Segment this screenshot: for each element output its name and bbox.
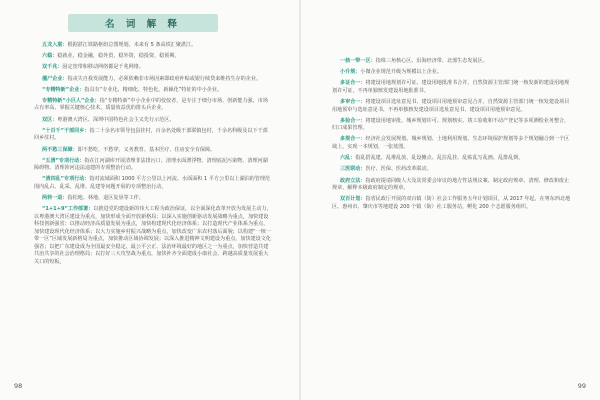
glossary-entry [34,206,272,266]
glossary-term: “专精特新”企业： [42,86,85,93]
glossary-definition: 经济社会发展规划、城乡规划、土地利用规划、生态环境保护规划等多个规划融合到一个区域上，实现一本规划、一张蓝图。 [332,136,570,150]
glossary-entry [34,195,272,203]
glossary-entry [332,69,572,77]
glossary-term: 多审合一： [340,99,366,106]
glossary-term: 政府立法： [340,177,366,184]
glossary-entry [332,166,572,174]
page-number-right: 99 [577,382,586,390]
glossary-entry [34,42,272,50]
glossary-entry [332,99,572,114]
page-number-left: 98 [14,382,23,390]
glossary-term: “清四乱”专项行动： [42,176,90,183]
glossary-definition: 指珠三角核心区、沿海经济带、北部生态发展区。 [375,58,488,64]
glossary-entry [332,155,572,163]
glossary-term: 六稳： [42,53,58,60]
glossary-definition: 将建设项目选址意见书、建设项目用地预审意见合并，自然资源主管部门统一核发建设项目用地预审与选址意见书，不再单独核发建设项目选址意见书、建设项目用地预审意见。 [332,99,570,113]
glossary-term: 小升规： [340,69,361,76]
glossary-term: 双千兆： [42,64,63,71]
glossary-term: 僵尸企业： [42,75,68,82]
glossary-definition: 根据湛江铁路枢纽总图规划，未来有 5 条高铁汇聚湛江。 [67,42,197,48]
glossary-entry [34,128,272,143]
glossary-term: 两不愁三保障： [42,146,78,153]
glossary-term: 多规合一： [340,136,366,143]
glossary-entry [34,158,272,173]
glossary-definition: 以推进党的建设新的伟大工程为政治保证，以全面深化改革开放为发展主动力，以粤港澳大湾区建设为重点，加快形成全面开放新格局；以深入实施创新驱动发展战略为重点，加快建设科技创新强省；以推动经济高质量发展为重点，加快构建现代化经济体系；以打造现代产业体系为重点，加快建设现代化经济体系；以大力实施乡村振兴战略为重点，加快改变广东农村落后面貌；以构建“一核一带一区”区域发展新格局为重点，加快推动区域协调发展；以深入推进精神文明建设为重点，加快建设文化强省；以把广东建设成为全国最安全稳定、最公平公正、法治环境最好的地区之一为重点，加快营造共建共治共享的社会治理格局；以打好三大攻坚战为重点，加快补齐全面建成小康社会、跨越高质量发展重大关口的短板。 [34,206,272,265]
section-title: 名 词 解 释 [105,19,181,30]
glossary-term: 双区： [42,116,58,123]
glossary-entry [34,98,272,113]
glossary-definition: 固定宽带和移动网络都是千兆网络。 [62,64,144,71]
glossary-definition: 指“专精特新”中小企业中的佼佼者，是专注于细分市场、创新能力强、市场占有率高、掌握关键核心技术、质量效益优的排头兵企业。 [34,97,268,112]
glossary-term: 三医联动： [340,166,366,173]
glossary-term: “五清”专项行动： [42,157,85,164]
glossary-entry [332,136,572,151]
glossary-definition: 指政府提请同级人大及其常委会审议的地方性法规议案、制定政府规章、清理、修改和废止规章、解释本级政府制定的规章。 [332,177,570,191]
glossary-definition: 指具有“专业化、精细化、特色化、新颖化”特征的中小企业。 [84,86,223,93]
glossary-definition: 指在江河湖库开展清理非法排污口、清理水面漂浮物、清理底泥污染物、清理河湖障碍物、清理涉河违法违建的专项整治行动。 [34,157,268,172]
glossary-entry [34,87,272,95]
glossary-definition: 将建设用地审批、城乡规划许可、规划核实、竣工验收和不动产登记等多项测绘业务整合，归口成果管理。 [332,117,570,132]
glossary-term: 六乱： [340,155,356,162]
glossary-entry [34,53,272,61]
right-page [301,0,600,400]
glossary-entry [34,147,272,155]
glossary-entry [332,196,572,211]
glossary-definition: 指省民政厅开展的双百镇（街）社会工作服务五年计划项目，从 2017 年起，在粤东西北地区、惠州市、肇庆市等地建设 200 个镇（街）社工服务站，孵化 200 个志愿服务组织。 [332,196,571,210]
glossary-term: 一核一带一区： [340,58,376,64]
glossary-definition: 指乱搭乱建、乱堆乱放、乱设摊点、乱拉乱挂、乱贴乱写乱画、乱排乱倒。 [355,155,524,162]
section-title-bar [68,14,218,32]
glossary-definition: 将建设用地规划许可证、建设用地批准书合并，自然资源主管部门统一核发新的建设用地规划许可证，不再单独核发建设用地批准书。 [332,80,570,94]
right-glossary-column [332,58,572,215]
glossary-term: 专精特新“小巨人”企业： [42,97,100,104]
glossary-term: “1+1+9”工作部署： [42,206,94,213]
glossary-entry [34,76,272,84]
glossary-definition: 指对流域面积 1000 平方公里以上河流、水面面积 1 平方公里以上湖泊的管理范围内乱占、乱采、乱堆、乱建等问题开展的专项整治行动。 [34,176,271,190]
glossary-definition: 指丧失自我发展能力，必须依赖非市场因素即政府补贴或银行续贷来维持生存的企业。 [67,75,262,82]
glossary-entry [34,176,272,191]
glossary-definition: 即不愁吃、不愁穿，义务教育、基本医疗、住房安全有保障。 [77,146,216,153]
glossary-entry [332,58,572,66]
glossary-entry [34,64,272,72]
glossary-term: 双百计划： [340,196,366,203]
glossary-entry [332,118,572,133]
glossary-term: “十百千”干部回乡： [42,127,90,134]
glossary-entry [34,117,272,125]
glossary-definition: 指二十余名市领导包县挂村，百余名处级干部联镇包村，千余名科级及以下干部回乡驻村。 [34,127,268,142]
glossary-entry [332,178,572,193]
glossary-term: 多证合一： [340,80,366,87]
glossary-term: 两转一退： [42,195,68,202]
glossary-term: 五龙入湛： [42,42,68,48]
glossary-definition: 医疗、医保、医药改革联动。 [365,166,432,173]
glossary-definition: 稳就业，稳金融，稳外贸，稳外资，稳投资，稳预期。 [57,53,180,60]
glossary-entry [332,80,572,95]
left-page [0,0,299,400]
left-glossary-column [34,42,272,270]
glossary-definition: 小微企业规范升级为规模以上企业。 [360,69,442,76]
glossary-definition: 指松地、林地、退区复垦等工作。 [67,195,144,202]
glossary-definition: 粤港澳大湾区、深圳中国特色社会主义先行示范区。 [57,116,175,123]
glossary-term: 多验合一： [340,117,366,124]
